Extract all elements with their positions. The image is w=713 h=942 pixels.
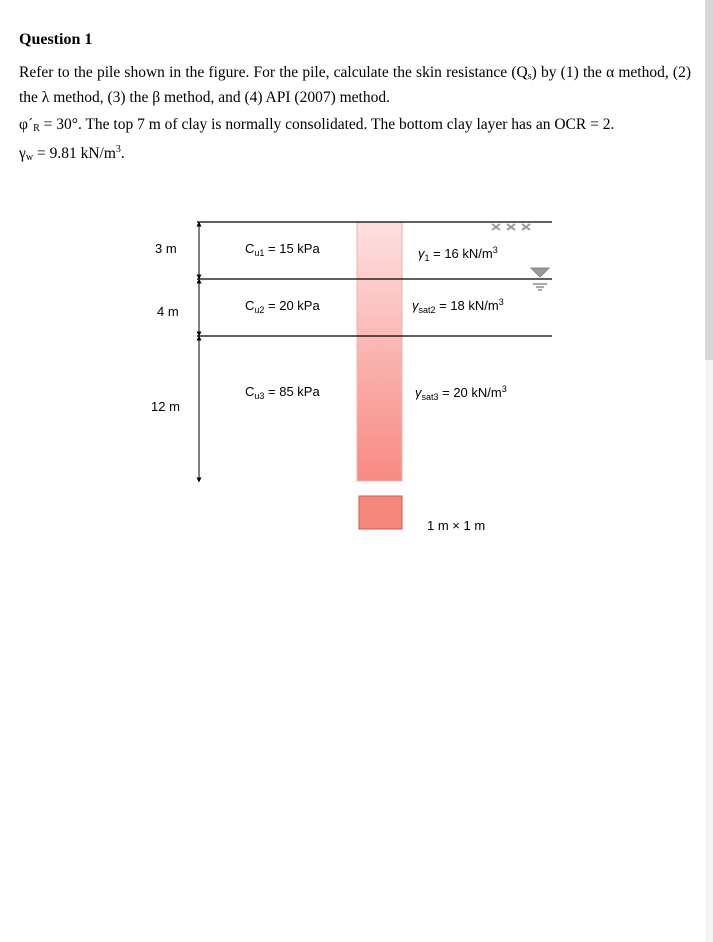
p2-superscript: 3	[115, 144, 121, 155]
cu-label-layer-3	[245, 384, 320, 401]
cu-symbol-2: C	[245, 298, 255, 313]
gamma-w-symbol: γ	[19, 145, 26, 162]
p1-subscript: s	[527, 71, 532, 82]
cu-value-3: = 85 kPa	[264, 384, 320, 399]
cu-sub-1: u1	[254, 248, 265, 258]
gamma-symbol-1: γ	[418, 246, 425, 261]
gamma-label-layer-2	[412, 297, 504, 315]
gamma-symbol-3: γ	[415, 385, 422, 400]
cu-sub-3: u3	[254, 391, 265, 401]
gamma-value-1: = 16 kN/m	[429, 246, 493, 261]
cu-label-layer-1	[245, 241, 320, 258]
scrollbar-thumb[interactable]	[705, 0, 713, 360]
gamma-value-2: = 18 kN/m	[435, 298, 499, 313]
cross-section-label: 1 m × 1 m	[427, 518, 486, 533]
cu-value-2: = 20 kPa	[264, 298, 320, 313]
depth-label-layer-1: 3 m	[155, 241, 177, 256]
gamma-sup-3: 3	[501, 384, 507, 394]
cu-sub-2: u2	[254, 305, 265, 315]
cu-label-layer-2	[245, 298, 320, 315]
p1-text-a: Refer to the pile shown in the figure. For the pile, calculate the skin resistance (Q	[19, 64, 528, 81]
gamma-label-layer-1	[418, 245, 498, 263]
gamma-w-subscript: w	[25, 152, 34, 163]
p1-text-b: ) by (1) the α method, (2) the λ method, (3) the β method, and (4) API (2007) method.	[19, 64, 692, 106]
gamma-sub-2: sat2	[418, 305, 436, 315]
ground-hatch-icon	[492, 224, 530, 230]
phi-subscript: R	[33, 123, 40, 134]
p2-text-a: = 30°. The top 7 m of clay is normally consolidated. The bottom clay layer has an OCR = 2.	[39, 116, 615, 133]
gamma-sup-1: 3	[492, 245, 498, 255]
gamma-sub-3: sat3	[421, 392, 439, 402]
cu-value-1: = 15 kPa	[264, 241, 320, 256]
gamma-symbol-2: γ	[412, 298, 419, 313]
pile-shaft	[357, 222, 402, 481]
phi-symbol: φ´	[19, 116, 34, 133]
gamma-sub-1: 1	[424, 253, 430, 263]
cu-symbol-3: C	[245, 384, 255, 399]
cu-symbol-1: C	[245, 241, 255, 256]
gamma-sup-2: 3	[498, 297, 504, 307]
p2-text-b: = 9.81 kN/m	[33, 145, 116, 162]
pile-cross-section	[359, 496, 402, 529]
gamma-value-3: = 20 kN/m	[438, 385, 502, 400]
depth-label-layer-2: 4 m	[157, 304, 179, 319]
depth-label-layer-3: 12 m	[151, 399, 180, 414]
p2-text-end: .	[120, 145, 125, 162]
question-title: Question 1	[19, 31, 93, 48]
gamma-label-layer-3	[415, 384, 507, 402]
